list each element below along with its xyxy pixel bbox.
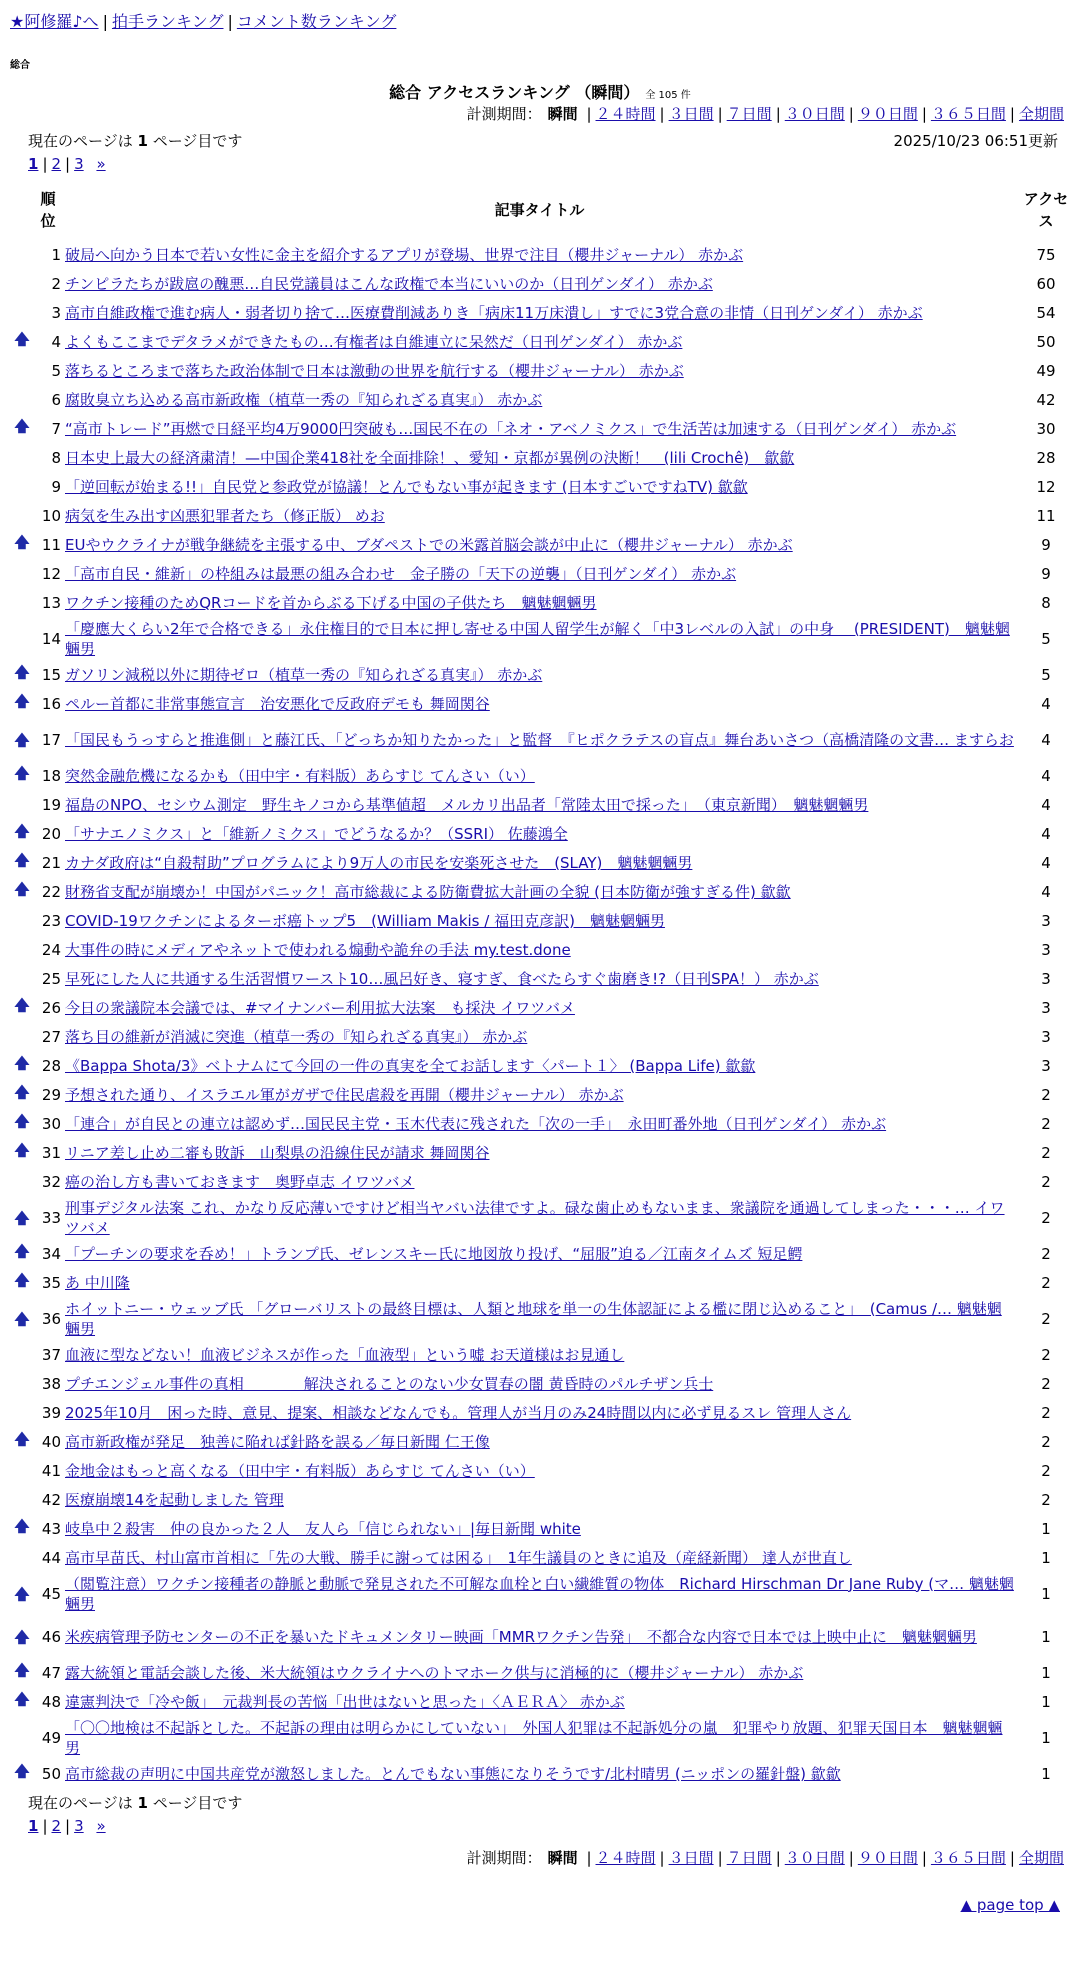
period-separator: | (775, 1849, 781, 1867)
rank-number: 18 (41, 766, 61, 785)
rank-number: 9 (51, 477, 61, 496)
up-arrow-icon: 🡅 (14, 330, 30, 348)
table-row (10, 1456, 1076, 1485)
period-separator: | (848, 1849, 854, 1867)
rank-number: 30 (41, 1114, 61, 1133)
section-label: 総合 (10, 60, 30, 71)
updated-timestamp: 2025/10/23 06:51更新 (893, 132, 1058, 150)
article-title-link[interactable]: チンピラたちが跋扈の醜悪…自民党議員はこんな政権で本当にいいのか（日刊ゲンダイ） 赤かぶ (65, 275, 713, 293)
access-count: 1 (1041, 1519, 1051, 1538)
pager-page-link[interactable]: 3 (74, 1817, 84, 1835)
access-count: 2 (1041, 1143, 1051, 1162)
access-count: 1 (1041, 1728, 1051, 1747)
table-row (10, 240, 1076, 269)
up-arrow-icon: 🡅 (14, 663, 30, 681)
period-separator: | (659, 105, 665, 123)
access-count: 5 (1041, 629, 1051, 648)
up-arrow-icon: 🡅 (14, 1112, 30, 1130)
access-count: 4 (1041, 795, 1051, 814)
rank-number: 45 (41, 1584, 61, 1603)
rank-number: 21 (41, 853, 61, 872)
rank-number: 39 (41, 1403, 61, 1422)
period-option-link[interactable]: ３日間 (668, 105, 714, 123)
table-row (10, 906, 1076, 935)
table-row (10, 1167, 1076, 1196)
article-title-link[interactable]: 日本史上最大の経済粛清！—中国企業418社を全面排除！、愛知・京都が異例の決断！ (lili Crochê) 歙歙 (65, 449, 795, 467)
up-arrow-icon: 🡅 (14, 1083, 30, 1101)
access-count: 1 (1041, 1627, 1051, 1646)
pager-separator: | (42, 1817, 48, 1835)
period-separator: | (1009, 1849, 1015, 1867)
access-count: 60 (1036, 274, 1056, 293)
period-option-link[interactable]: ３０日間 (784, 105, 845, 123)
table-row (10, 443, 1076, 472)
period-separator: | (921, 105, 927, 123)
article-title-link[interactable]: 「逆回転が始まる!!」自民党と参政党が協議！とんでもない事が起きます (日本すごいですねTV) 歙歙 (65, 478, 748, 496)
rank-number: 36 (41, 1309, 61, 1328)
article-title-link[interactable]: 財務省支配が崩壊か！中国がパニック！高市総裁による防衛費拡大計画の全貌 (日本防衛が強すぎる件) 歙歙 (65, 883, 791, 901)
rank-number: 22 (41, 882, 61, 901)
access-count: 2 (1041, 1345, 1051, 1364)
period-separator: | (659, 1849, 665, 1867)
article-title-link[interactable]: 高市総裁の声明に中国共産党が激怒しました。とんでもない事態になりそうです/北村晴男 (ニッポンの羅針盤) 歙歙 (65, 1765, 841, 1783)
article-title-link[interactable]: 病気を生み出す凶悪犯罪者たち（修正版） めお (65, 507, 385, 525)
period-separator: | (1009, 105, 1015, 123)
rank-number: 44 (41, 1548, 61, 1567)
table-row (10, 501, 1076, 530)
table-row (10, 1268, 1076, 1297)
article-title-link[interactable]: 破局へ向かう日本で若い女性に金主を紹介するアプリが登場、世界で注目（櫻井ジャーナル） 赤かぶ (65, 246, 744, 264)
table-row (10, 1572, 1076, 1615)
article-title-link[interactable]: 今日の衆議院本会議では、#マイナンバー利用拡大法案 も採決 イワツバメ (65, 999, 575, 1017)
up-arrow-icon: 🡅 (14, 880, 30, 898)
table-row (10, 1543, 1076, 1572)
up-arrow-icon: 🡅 (14, 730, 30, 749)
rank-number: 1 (51, 245, 61, 264)
rank-number: 7 (51, 419, 61, 438)
table-row (10, 761, 1076, 790)
access-count: 2 (1041, 1432, 1051, 1451)
table-row (10, 385, 1076, 414)
up-arrow-icon: 🡅 (14, 764, 30, 782)
table-row (10, 1109, 1076, 1138)
article-title-link[interactable]: 高市新政権が発足 独善に陥れば針路を誤る／毎日新聞 仁王像 (65, 1433, 490, 1451)
table-row (10, 1297, 1076, 1340)
period-option-link[interactable]: ２４時間 (595, 105, 656, 123)
current-page-text: 現在のページは 1 ページ目です (28, 1794, 243, 1812)
access-count: 9 (1041, 564, 1051, 583)
up-arrow-icon: 🡅 (14, 1762, 30, 1780)
period-separator: | (717, 105, 723, 123)
pager-separator: | (65, 155, 71, 173)
table-row (10, 935, 1076, 964)
article-title-link[interactable]: 「慶應大くらい2年で合格できる」永住権目的で日本に押し寄せる中国人留学生が解く「中3レベルの入試」の中身 (PRESIDENT) 魑魅魍魎男 (65, 619, 1010, 658)
access-count: 49 (1036, 361, 1056, 380)
access-count: 8 (1041, 593, 1051, 612)
access-count: 4 (1041, 882, 1051, 901)
comment-ranking-link[interactable]: コメント数ランキング (236, 12, 397, 31)
pager-separator: | (42, 155, 48, 173)
article-title-link[interactable]: よくもここまでデタラメができたもの…有権者は自維連立に呆然だ（日刊ゲンダイ） 赤かぶ (65, 333, 683, 351)
rank-number: 3 (51, 303, 61, 322)
pager-top (28, 152, 1070, 176)
access-count: 3 (1041, 1027, 1051, 1046)
access-count: 2 (1041, 1172, 1051, 1191)
period-separator: | (586, 105, 592, 123)
table-row (10, 617, 1076, 660)
rank-number: 8 (51, 448, 61, 467)
rank-number: 40 (41, 1432, 61, 1451)
access-count: 4 (1041, 853, 1051, 872)
article-title-link[interactable]: 早死にした人に共通する生活習慣ワースト10…風呂好き、寝すぎ、食べたらすぐ歯磨き!?（日刊SPA！） 赤かぶ (65, 970, 819, 988)
table-row (10, 559, 1076, 588)
table-row (10, 1514, 1076, 1543)
access-count: 1 (1041, 1663, 1051, 1682)
period-option-link[interactable]: ７日間 (726, 1849, 772, 1867)
up-arrow-icon: 🡅 (14, 417, 30, 435)
up-arrow-icon: 🡅 (14, 1208, 30, 1227)
up-arrow-icon: 🡅 (14, 1627, 30, 1646)
pager-separator: | (65, 1817, 71, 1835)
period-label: 計測期間： (466, 105, 542, 123)
article-title-link[interactable]: 予想された通り、イスラエル軍がガザで住民虐殺を再開（櫻井ジャーナル） 赤かぶ (65, 1086, 624, 1104)
up-arrow-icon: 🡅 (14, 1309, 30, 1328)
up-arrow-icon: 🡅 (14, 1271, 30, 1289)
rank-number: 37 (41, 1345, 61, 1364)
period-option-link[interactable]: ３０日間 (784, 1849, 845, 1867)
page-title: 総合 アクセスランキング （瞬間） (389, 83, 640, 102)
table-row (10, 1080, 1076, 1109)
article-title-link[interactable]: “高市トレード”再燃で日経平均4万9000円突破も…国民不在の「ネオ・アベノミクス」で生活苦は加速する（日刊ゲンダイ） 赤かぶ (65, 420, 957, 438)
article-title-link[interactable]: カナダ政府は“自殺幇助”プログラムにより9万人の市民を安楽死させた (SLAY) 魑魅魍魎男 (65, 854, 693, 872)
page-info-bottom (28, 1792, 1058, 1814)
table-row (10, 689, 1076, 718)
up-arrow-icon: 🡅 (14, 692, 30, 710)
article-title-link[interactable]: COVID-19ワクチンによるターボ癌トップ5 (William Makis / 福田克彦訳) 魑魅魍魎男 (65, 912, 665, 930)
period-separator: | (775, 105, 781, 123)
access-count: 2 (1041, 1244, 1051, 1263)
rank-number: 24 (41, 940, 61, 959)
table-row (10, 877, 1076, 906)
period-current: 瞬間 (547, 105, 578, 123)
access-count: 3 (1041, 998, 1051, 1017)
total-count: 全 105 件 (645, 90, 691, 101)
pager-next-link[interactable]: » (96, 155, 106, 173)
article-title-link[interactable]: 血液に型などない！血液ビジネスが作った「血液型」という嘘 お天道様はお見通し (65, 1346, 625, 1364)
period-separator: | (921, 1849, 927, 1867)
rank-number: 2 (51, 274, 61, 293)
rank-number: 27 (41, 1027, 61, 1046)
access-count: 75 (1036, 245, 1056, 264)
table-row (10, 1022, 1076, 1051)
column-header-access: アクセス (1023, 190, 1069, 230)
pager-page-link[interactable]: 2 (51, 1817, 62, 1835)
table-row (10, 1687, 1076, 1716)
article-title-link[interactable]: 落ち目の維新が消滅に突進（植草一秀の『知られざる真実』） 赤かぶ (65, 1028, 528, 1046)
table-row (10, 1239, 1076, 1268)
article-title-link[interactable]: ワクチン接種のためQRコードを首からぶる下げる中国の子供たち 魑魅魍魎男 (65, 594, 597, 612)
table-row (10, 1485, 1076, 1514)
table-row (10, 718, 1076, 761)
table-row (10, 1196, 1076, 1239)
access-count: 5 (1041, 665, 1051, 684)
rank-number: 20 (41, 824, 61, 843)
article-title-link[interactable]: （閲覧注意）ワクチン接種者の静脈と動脈で発見された不可解な血栓と白い繊維質の物体 Richard Hirschman Dr Jane Ruby (マ… 魑魅魍魎男 (65, 1574, 1014, 1613)
rank-number: 15 (41, 665, 61, 684)
period-option-link[interactable]: ９０日間 (857, 105, 918, 123)
period-selector-bottom (10, 1846, 1064, 1870)
table-row (10, 1398, 1076, 1427)
table-row (10, 1759, 1076, 1788)
period-separator: | (848, 105, 854, 123)
up-arrow-icon: 🡅 (14, 1242, 30, 1260)
access-count: 4 (1041, 694, 1051, 713)
rank-number: 49 (41, 1728, 61, 1747)
home-link[interactable]: ★阿修羅♪へ (10, 12, 99, 31)
table-row (10, 414, 1076, 443)
table-row (10, 1369, 1076, 1398)
column-header-title: 記事タイトル (494, 201, 585, 219)
table-row (10, 819, 1076, 848)
nav-separator: | (102, 12, 108, 31)
rank-number: 16 (41, 694, 61, 713)
table-row (10, 1138, 1076, 1167)
pager-page-link[interactable]: 3 (74, 155, 84, 173)
article-title-link[interactable]: ガソリン減税以外に期待ゼロ（植草一秀の『知られざる真実』） 赤かぶ (65, 666, 543, 684)
access-count: 3 (1041, 969, 1051, 988)
rank-number: 46 (41, 1627, 61, 1646)
clap-ranking-link[interactable]: 拍手ランキング (111, 12, 224, 31)
rank-number: 6 (51, 390, 61, 409)
page-top-link[interactable]: ▲ page top ▲ (960, 1896, 1060, 1914)
ranking-table (10, 180, 1076, 1788)
access-count: 3 (1041, 940, 1051, 959)
nav-separator: | (227, 12, 233, 31)
up-arrow-icon: 🡅 (14, 851, 30, 869)
rank-number: 13 (41, 593, 61, 612)
table-row (10, 1427, 1076, 1456)
article-title-link[interactable]: 2025年10月 困った時、意見、提案、相談などなんでも。管理人が当月のみ24時間以内に必ず見るスレ 管理人さん (65, 1404, 852, 1422)
up-arrow-icon: 🡅 (14, 822, 30, 840)
up-arrow-icon: 🡅 (14, 1661, 30, 1679)
access-count: 11 (1036, 506, 1056, 525)
table-row (10, 660, 1076, 689)
period-current: 瞬間 (547, 1849, 578, 1867)
up-arrow-icon: 🡅 (14, 533, 30, 551)
page-title-row (10, 80, 1070, 102)
access-count: 2 (1041, 1490, 1051, 1509)
access-count: 2 (1041, 1374, 1051, 1393)
article-title-link[interactable]: 違憲判決で「冷や飯」 元裁判長の苦悩「出世はないと思った」〈ＡＥＲＡ〉 赤かぶ (65, 1693, 625, 1711)
article-title-link[interactable]: 「国民もうっすらと推進側」と藤江氏、「どっちか知りたかった」と監督 『ヒポクラテスの盲点』舞台あいさつ（高橋清隆の文書… ますらお (65, 730, 1014, 749)
rank-number: 38 (41, 1374, 61, 1393)
article-title-link[interactable]: 突然金融危機になるかも（田中宇・有料版）あらすじ てんさい（い） (65, 767, 535, 785)
access-count: 2 (1041, 1273, 1051, 1292)
article-title-link[interactable]: あ 中川隆 (65, 1274, 130, 1292)
access-count: 28 (1036, 448, 1056, 467)
page-top-row (10, 1896, 1060, 1914)
article-title-link[interactable]: 「プーチンの要求を呑め！」トランプ氏、ゼレンスキー氏に地図放り投げ、“屈服”迫る／江南タイムズ 短足鰐 (65, 1245, 803, 1263)
access-count: 1 (1041, 1584, 1051, 1603)
access-count: 2 (1041, 1114, 1051, 1133)
article-title-link[interactable]: 「連合」が自民との連立は認めず…国民民主党・玉木代表に残された「次の一手」 永田町番外地（日刊ゲンダイ） 赤かぶ (65, 1115, 887, 1133)
access-count: 2 (1041, 1403, 1051, 1422)
article-title-link[interactable]: 腐敗臭立ち込める高市新政権（植草一秀の『知られざる真実』） 赤かぶ (65, 391, 543, 409)
article-title-link[interactable]: 露大統領と電話会談した後、米大統領はウクライナへのトマホーク供与に消極的に（櫻井ジャーナル） 赤かぶ (65, 1664, 804, 1682)
rank-number: 17 (41, 730, 61, 749)
access-count: 4 (1041, 824, 1051, 843)
table-row (10, 1051, 1076, 1080)
table-row (10, 964, 1076, 993)
up-arrow-icon: 🡅 (14, 996, 30, 1014)
table-row (10, 269, 1076, 298)
table-row (10, 327, 1076, 356)
pager-current-page[interactable]: 1 (28, 155, 39, 173)
up-arrow-icon: 🡅 (14, 1054, 30, 1072)
rank-number: 47 (41, 1663, 61, 1682)
rank-number: 31 (41, 1143, 61, 1162)
up-arrow-icon: 🡅 (14, 1584, 30, 1603)
table-row (10, 1716, 1076, 1759)
article-title-link[interactable]: ペルー首都に非常事態宣言 治安悪化で反政府デモも 舞岡関谷 (65, 695, 490, 713)
rank-number: 33 (41, 1208, 61, 1227)
rank-number: 14 (41, 629, 61, 648)
period-option-link[interactable]: ３日間 (668, 1849, 714, 1867)
up-arrow-icon: 🡅 (14, 1517, 30, 1535)
period-option-link[interactable]: ９０日間 (857, 1849, 918, 1867)
period-option-link[interactable]: 全期間 (1018, 1849, 1064, 1867)
rank-number: 26 (41, 998, 61, 1017)
rank-number: 10 (41, 506, 61, 525)
table-row (10, 848, 1076, 877)
article-title-link[interactable]: 癌の治し方も書いておきます 奥野卓志 イワツバメ (65, 1173, 415, 1191)
article-title-link[interactable]: 米疾病管理予防センターの不正を暴いたドキュメンタリー映画「MMRワクチン告発」 不都合な内容で日本では上映中止に 魑魅魍魎男 (65, 1627, 977, 1646)
top-nav (10, 10, 1070, 34)
article-title-link[interactable]: 福島のNPO、セシウム測定 野生キノコから基準値超 メルカリ出品者「常陸太田で採った」 （東京新聞） 魑魅魍魎男 (65, 796, 869, 814)
rank-number: 41 (41, 1461, 61, 1480)
access-count: 2 (1041, 1208, 1051, 1227)
article-title-link[interactable]: 高市早苗氏、村山富市首相に「先の大戦、勝手に謝っては困る」 1年生議員のときに追及（産経新聞） 達人が世直し (65, 1549, 852, 1567)
access-count: 1 (1041, 1548, 1051, 1567)
table-row (10, 1658, 1076, 1687)
rank-number: 12 (41, 564, 61, 583)
period-option-link[interactable]: ３６５日間 (930, 1849, 1006, 1867)
article-title-link[interactable]: 岐阜中２殺害 仲の良かった２人 友人ら「信じられない」|毎日新聞 white (65, 1520, 581, 1538)
access-count: 1 (1041, 1692, 1051, 1711)
table-row (10, 356, 1076, 385)
table-row (10, 1340, 1076, 1369)
access-count: 50 (1036, 332, 1056, 351)
period-separator: | (717, 1849, 723, 1867)
rank-number: 48 (41, 1692, 61, 1711)
article-title-link[interactable]: 「高市自民・維新」の枠組みは最悪の組み合わせ 金子勝の「天下の逆襲」（日刊ゲンダイ） 赤かぶ (65, 565, 737, 583)
access-count: 4 (1041, 730, 1051, 749)
up-arrow-icon: 🡅 (14, 1141, 30, 1159)
page-info-top (28, 130, 1058, 152)
access-count: 2 (1041, 1309, 1051, 1328)
rank-number: 4 (51, 332, 61, 351)
column-header-rank: 順位 (40, 190, 56, 230)
pager-page-link[interactable]: 2 (51, 155, 62, 173)
period-label: 計測期間： (466, 1849, 542, 1867)
rank-number: 19 (41, 795, 61, 814)
table-row (10, 298, 1076, 327)
period-selector-top (10, 102, 1064, 126)
rank-number: 11 (41, 535, 61, 554)
article-title-link[interactable]: 落ちるところまで落ちた政治体制で日本は激動の世界を航行する（櫻井ジャーナル） 赤かぶ (65, 362, 684, 380)
access-count: 42 (1036, 390, 1056, 409)
table-row (10, 588, 1076, 617)
table-row (10, 1615, 1076, 1658)
article-title-link[interactable]: 「サナエノミクス」と「維新ノミクス」でどうなるか？（SSRI） 佐藤鴻全 (65, 825, 568, 843)
period-option-link[interactable]: ７日間 (726, 105, 772, 123)
access-count: 1 (1041, 1764, 1051, 1783)
pager-next-link[interactable]: » (96, 1817, 106, 1835)
article-title-link[interactable]: ホイットニー・ウェッブ氏 「グローバリストの最終目標は、人類と地球を単一の生体認証による檻に閉じ込めること」 (Camus /… 魑魅魍魎男 (65, 1299, 1002, 1338)
access-count: 12 (1036, 477, 1056, 496)
period-option-link[interactable]: ３６５日間 (930, 105, 1006, 123)
access-count: 30 (1036, 419, 1056, 438)
period-option-link[interactable]: 全期間 (1018, 105, 1064, 123)
rank-number: 34 (41, 1244, 61, 1263)
rank-number: 29 (41, 1085, 61, 1104)
table-row (10, 472, 1076, 501)
access-count: 3 (1041, 1056, 1051, 1075)
up-arrow-icon: 🡅 (14, 1430, 30, 1448)
rank-number: 5 (51, 361, 61, 380)
access-count: 2 (1041, 1461, 1051, 1480)
article-title-link[interactable]: 刑事デジタル法案 これ、かなり反応薄いですけど相当ヤバい法律ですよ。碌な歯止めもないまま、衆議院を通過してしまった・・・… イワツバメ (65, 1198, 1005, 1237)
rank-number: 35 (41, 1273, 61, 1292)
table-row (10, 790, 1076, 819)
article-title-link[interactable]: リニア差し止め二審も敗訴 山梨県の沿線住民が請求 舞岡関谷 (65, 1144, 490, 1162)
rank-number: 23 (41, 911, 61, 930)
rank-number: 32 (41, 1172, 61, 1191)
rank-number: 28 (41, 1056, 61, 1075)
period-separator: | (586, 1849, 592, 1867)
article-title-link[interactable]: 「〇〇地検は不起訴とした。不起訴の理由は明らかにしていない」 外国人犯罪は不起訴処分の嵐 犯罪やり放題、犯罪天国日本 魑魅魍魎男 (65, 1718, 1003, 1757)
rank-number: 43 (41, 1519, 61, 1538)
article-title-link[interactable]: EUやウクライナが戦争継続を主張する中、ブダペストでの米露首脳会談が中止に（櫻井ジャーナル） 赤かぶ (65, 536, 793, 554)
access-count: 54 (1036, 303, 1056, 322)
pager-bottom (28, 1814, 1070, 1838)
article-title-link[interactable]: 大事件の時にメディアやネットで使われる煽動や詭弁の手法 my.test.done (65, 941, 571, 959)
article-title-link[interactable]: 高市自維政権で進む病人・弱者切り捨て…医療費削減ありき「病床11万床潰し」すでに3党合意の非情（日刊ゲンダイ） 赤かぶ (65, 304, 923, 322)
period-option-link[interactable]: ２４時間 (595, 1849, 656, 1867)
current-page-text: 現在のページは 1 ページ目です (28, 132, 243, 150)
access-count: 3 (1041, 911, 1051, 930)
access-count: 9 (1041, 535, 1051, 554)
up-arrow-icon: 🡅 (14, 1690, 30, 1708)
rank-number: 25 (41, 969, 61, 988)
access-count: 4 (1041, 766, 1051, 785)
article-title-link[interactable]: 医療崩壊14を起動しました 管理 (65, 1491, 284, 1509)
article-title-link[interactable]: 金地金はもっと高くなる（田中宇・有料版）あらすじ てんさい（い） (65, 1462, 535, 1480)
table-row (10, 993, 1076, 1022)
rank-number: 42 (41, 1490, 61, 1509)
rank-number: 50 (41, 1764, 61, 1783)
article-title-link[interactable]: プチエンジェル事件の真相 解決されることのない少女買春の闇 黄昏時のパルチザン兵士 (65, 1375, 714, 1393)
access-count: 2 (1041, 1085, 1051, 1104)
table-row (10, 530, 1076, 559)
article-title-link[interactable]: 《Bappa Shota/3》ベトナムにて今回の一件の真実を全てお話します〈パート１〉 (Bappa Life) 歙歙 (65, 1057, 756, 1075)
pager-current-page[interactable]: 1 (28, 1817, 39, 1835)
